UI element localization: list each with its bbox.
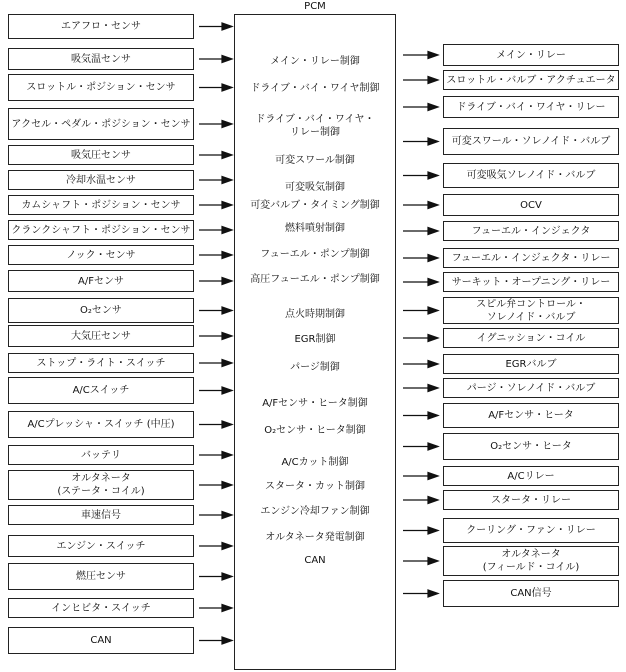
input-box: 大気圧センサ <box>8 325 194 347</box>
arrowhead <box>428 558 438 565</box>
arrowhead <box>428 361 438 368</box>
arrowhead <box>222 482 232 489</box>
arrowhead <box>428 307 438 314</box>
output-box: EGRバルブ <box>443 354 619 374</box>
arrowhead <box>222 573 232 580</box>
arrowhead <box>222 252 232 259</box>
pcm-function-label: 高圧フューエル・ポンプ制御 <box>250 274 380 285</box>
arrowhead <box>428 77 438 84</box>
input-box: 車速信号 <box>8 505 194 525</box>
input-box: スロットル・ポジション・センサ <box>8 74 194 101</box>
arrowhead <box>222 227 232 234</box>
output-box: サーキット・オープニング・リレー <box>443 272 619 292</box>
arrowhead <box>222 387 232 394</box>
input-box: エアフロ・センサ <box>8 14 194 39</box>
input-box: 吸気圧センサ <box>8 145 194 165</box>
arrowhead <box>222 637 232 644</box>
input-box: A/Fセンサ <box>8 270 194 292</box>
input-box: バッテリ <box>8 445 194 465</box>
arrowhead <box>222 278 232 285</box>
output-box: 可変スワール・ソレノイド・バルブ <box>443 128 619 155</box>
output-box: イグニッション・コイル <box>443 328 619 348</box>
pcm-function-label: ドライブ・バイ・ワイヤ制御 <box>250 83 380 94</box>
arrowhead <box>428 202 438 209</box>
arrowhead <box>428 473 438 480</box>
arrowhead <box>222 360 232 367</box>
pcm-function-label: 可変スワール制御 <box>275 155 355 166</box>
input-box: クランクシャフト・ポジション・センサ <box>8 220 194 240</box>
arrowhead <box>428 138 438 145</box>
arrowhead <box>222 177 232 184</box>
arrowhead <box>222 307 232 314</box>
pcm-function-label: フューエル・ポンプ制御 <box>260 249 370 260</box>
pcm-function-label: EGR制御 <box>294 334 336 345</box>
output-box: メイン・リレー <box>443 44 619 66</box>
output-box: スピル弁コントロール・ ソレノイド・バルブ <box>443 297 619 324</box>
output-box: オルタネータ (フィールド・コイル) <box>443 546 619 576</box>
pcm-function-label: エンジン冷却ファン制御 <box>260 506 370 517</box>
pcm-function-label: オルタネータ発電制御 <box>265 532 365 543</box>
output-box: フューエル・インジェクタ・リレー <box>443 248 619 268</box>
arrowhead <box>222 84 232 91</box>
arrowhead <box>222 56 232 63</box>
pcm-function-label: パージ制御 <box>290 362 340 373</box>
arrowhead <box>428 497 438 504</box>
pcm-function-label: CAN <box>304 555 326 566</box>
arrowhead <box>428 443 438 450</box>
pcm-function-label: A/Cカット制御 <box>281 457 349 468</box>
input-box: ストップ・ライト・スイッチ <box>8 353 194 373</box>
arrowhead <box>428 255 438 262</box>
input-box: インヒビタ・スイッチ <box>8 598 194 618</box>
arrowhead <box>222 421 232 428</box>
arrowhead <box>222 202 232 209</box>
arrowhead <box>222 121 232 128</box>
pcm-function-label: 可変吸気制御 <box>285 182 345 193</box>
output-box: A/Cリレー <box>443 466 619 486</box>
pcm-function-label: 可変バルブ・タイミング制御 <box>250 200 380 211</box>
arrowhead <box>222 543 232 550</box>
pcm-function-label: スタータ・カット制御 <box>265 481 365 492</box>
input-box: A/Cスイッチ <box>8 377 194 404</box>
arrowhead <box>222 605 232 612</box>
arrowhead <box>222 452 232 459</box>
pcm-function-label: ドライブ・バイ・ワイヤ・ リレー制御 <box>255 114 375 138</box>
output-box: フューエル・インジェクタ <box>443 221 619 241</box>
arrowhead <box>222 512 232 519</box>
arrowhead <box>428 228 438 235</box>
input-box: O₂センサ <box>8 298 194 323</box>
pcm-function-label: O₂センサ・ヒータ制御 <box>264 425 366 436</box>
arrowhead <box>222 23 232 30</box>
pcm-title: PCM <box>304 1 326 12</box>
output-box: OCV <box>443 194 619 216</box>
arrowhead <box>428 335 438 342</box>
arrowhead <box>428 385 438 392</box>
input-box: オルタネータ (ステータ・コイル) <box>8 470 194 500</box>
arrowhead <box>428 279 438 286</box>
pcm-function-label: 燃料噴射制御 <box>285 223 345 234</box>
pcm-function-label: 点火時期制御 <box>285 309 345 320</box>
input-box: カムシャフト・ポジション・センサ <box>8 195 194 215</box>
arrowhead <box>428 412 438 419</box>
output-box: ドライブ・バイ・ワイヤ・リレー <box>443 96 619 118</box>
input-box: ノック・センサ <box>8 245 194 265</box>
arrowhead <box>428 527 438 534</box>
arrowhead <box>428 172 438 179</box>
arrowhead <box>222 152 232 159</box>
input-box: A/Cプレッシャ・スイッチ (中圧) <box>8 411 194 438</box>
input-box: 冷却水温センサ <box>8 170 194 190</box>
input-box: アクセル・ペダル・ポジション・センサ <box>8 108 194 140</box>
output-box: クーリング・ファン・リレー <box>443 518 619 543</box>
output-box: スロットル・バルブ・アクチュエータ <box>443 70 619 90</box>
input-box: エンジン・スイッチ <box>8 535 194 557</box>
output-box: スタータ・リレー <box>443 490 619 510</box>
pcm-function-label: メイン・リレー制御 <box>270 56 360 67</box>
arrowhead <box>428 590 438 597</box>
pcm-function-label: A/Fセンサ・ヒータ制御 <box>262 398 368 409</box>
output-box: CAN信号 <box>443 580 619 607</box>
arrowhead <box>428 52 438 59</box>
input-box: CAN <box>8 627 194 654</box>
output-box: O₂センサ・ヒータ <box>443 433 619 460</box>
output-box: パージ・ソレノイド・バルブ <box>443 378 619 398</box>
output-box: A/Fセンサ・ヒータ <box>443 403 619 428</box>
arrowhead <box>428 104 438 111</box>
output-box: 可変吸気ソレノイド・バルブ <box>443 163 619 188</box>
arrowhead <box>222 333 232 340</box>
input-box: 燃圧センサ <box>8 563 194 590</box>
input-box: 吸気温センサ <box>8 48 194 70</box>
